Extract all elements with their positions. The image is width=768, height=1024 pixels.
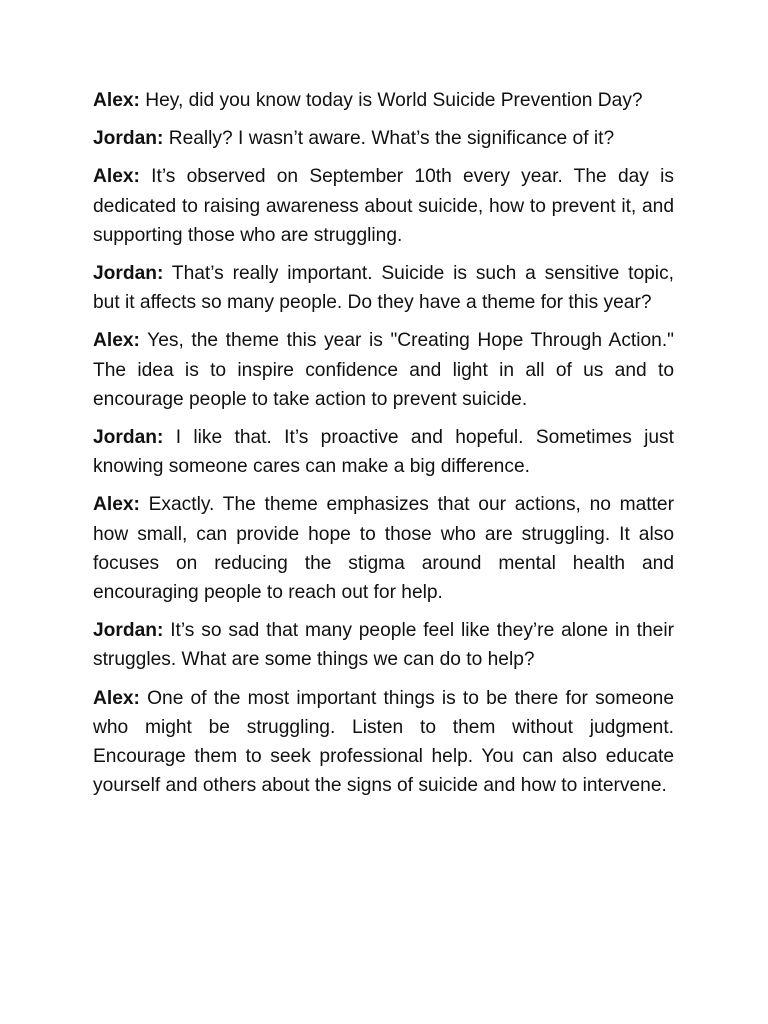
dialogue-text: Really? I wasn’t aware. What’s the significance of it? [163,128,615,150]
dialogue-text: Hey, did you know today is World Suicide Prevention Day? [139,90,643,111]
dialogue-paragraph [93,490,674,607]
speaker-name: Jordan: [93,128,164,150]
dialogue-paragraph [93,684,674,801]
speaker-name: Alex: [93,494,140,516]
speaker-name: Alex: [93,166,140,188]
dialogue-text: One of the most important things is to be there for someone who might be struggling. Listen to them without judgment. Encourage them to seek professional help. You can also educate yourself and others about the signs of suicide and how to intervene. [93,687,674,797]
dialogue-paragraph [93,616,674,674]
dialogue-paragraph [93,86,674,115]
dialogue-paragraph [93,423,674,481]
speaker-name: Alex: [93,330,140,352]
dialogue-text: It’s observed on September 10th every year. The day is dedicated to raising awareness about suicide, how to prevent it, and supporting those who are struggling. [93,166,674,246]
dialogue-paragraph [93,162,674,250]
dialogue-text: Exactly. The theme emphasizes that our actions, no matter how small, can provide hope to those who are struggling. It also focuses on reducing the stigma around mental health and encouraging people to reach out for help. [93,494,674,604]
dialogue-paragraph [93,124,674,153]
dialogue-paragraph [93,259,674,317]
speaker-name: Jordan: [93,263,164,285]
dialogue-text: Yes, the theme this year is "Creating Hope Through Action." The idea is to inspire confidence and light in all of us and to encourage people to take action to prevent suicide. [93,330,674,410]
document-page [93,86,674,809]
dialogue-paragraph [93,326,674,414]
dialogue-text: That’s really important. Suicide is such a sensitive topic, but it affects so many people. Do they have a theme for this year? [93,263,674,314]
dialogue-text: I like that. It’s proactive and hopeful. Sometimes just knowing someone cares can make a big difference. [93,427,674,478]
speaker-name: Alex: [93,687,140,709]
speaker-name: Jordan: [93,620,164,642]
speaker-name: Alex: [93,90,140,111]
speaker-name: Jordan: [93,427,164,449]
dialogue-text: It’s so sad that many people feel like they’re alone in their struggles. What are some things we can do to help? [93,620,674,671]
